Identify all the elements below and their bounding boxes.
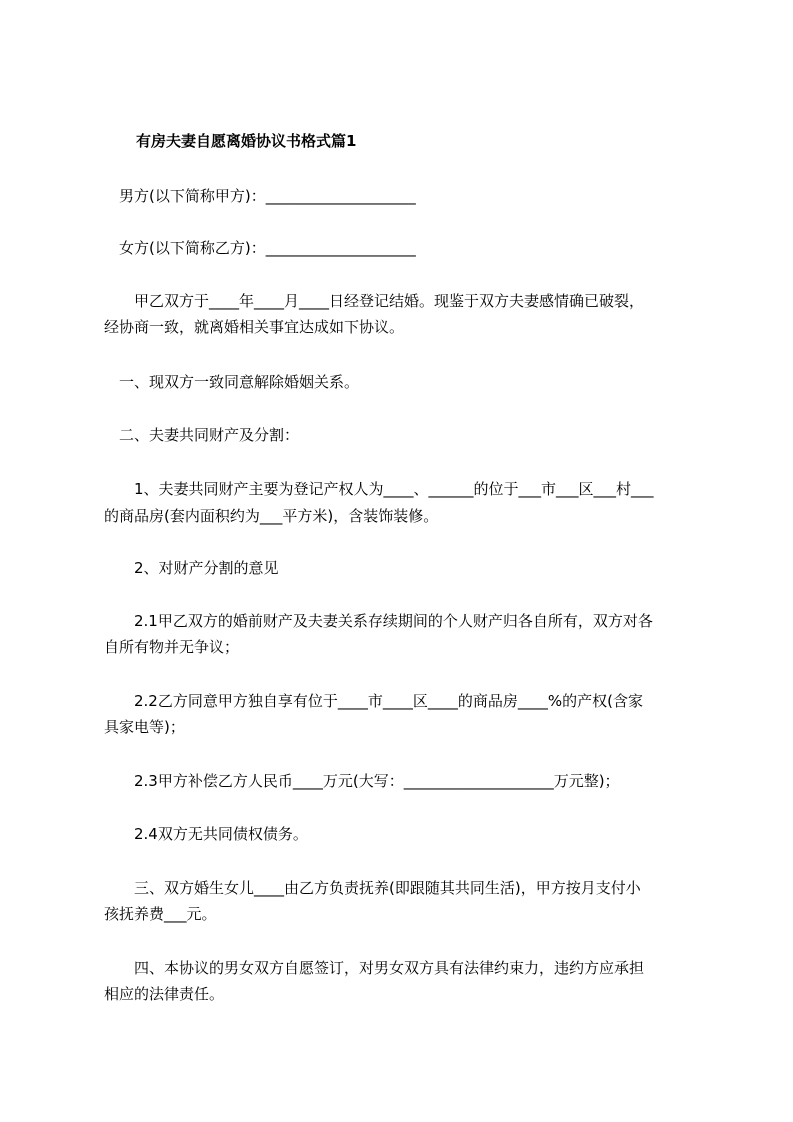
clause-one: 一、现双方一致同意解除婚姻关系。 xyxy=(104,373,360,391)
paragraph-male-party: 男方(以下简称甲方)：____________________ xyxy=(104,187,416,205)
clause-2-2-line2: 具家电等)； xyxy=(104,718,185,736)
paragraph-intro-line1: 甲乙双方于____年____月____日经登记结婚。现鉴于双方夫妻感情确已破裂， xyxy=(104,292,645,310)
clause-four-line1: 四、本协议的男女双方自愿签订，对男女双方具有法律约束力，违约方应承担 xyxy=(104,959,645,977)
clause-2-1-line1: 2.1甲乙双方的婚前财产及夫妻关系存续期间的个人财产归各自所有，双方对各 xyxy=(104,612,653,630)
clause-2-1-line2: 自所有物并无争议； xyxy=(104,638,240,656)
clause-two-1-line2: 的商品房(套内面积约为___平方米)，含装饰装修。 xyxy=(104,507,439,525)
clause-2-3: 2.3甲方补偿乙方人民币____万元(大写：____________________万元整)； xyxy=(104,772,620,790)
clause-two-2-heading: 2、对财产分割的意见 xyxy=(104,559,279,577)
clause-three-line2: 孩抚养费___元。 xyxy=(104,905,217,923)
clause-two-1-line1: 1、夫妻共同财产主要为登记产权人为____、______的位于___市___区___村___ xyxy=(104,480,654,498)
clause-two-heading: 二、夫妻共同财产及分割： xyxy=(104,426,300,444)
clause-three-line1: 三、双方婚生女儿____由乙方负责抚养(即跟随其共同生活)，甲方按月支付小 xyxy=(104,879,641,897)
document-title: 有房夫妻自愿离婚协议书格式篇1 xyxy=(136,132,357,150)
paragraph-female-party: 女方(以下简称乙方)：____________________ xyxy=(104,239,416,257)
clause-2-4: 2.4双方无共同债权债务。 xyxy=(104,825,308,843)
clause-four-line2: 相应的法律责任。 xyxy=(104,985,225,1003)
paragraph-intro-line2: 经协商一致，就离婚相关事宜达成如下协议。 xyxy=(104,318,405,336)
clause-2-2-line1: 2.2乙方同意甲方独自享有位于____市____区____的商品房____%的产权(含家 xyxy=(104,692,643,710)
